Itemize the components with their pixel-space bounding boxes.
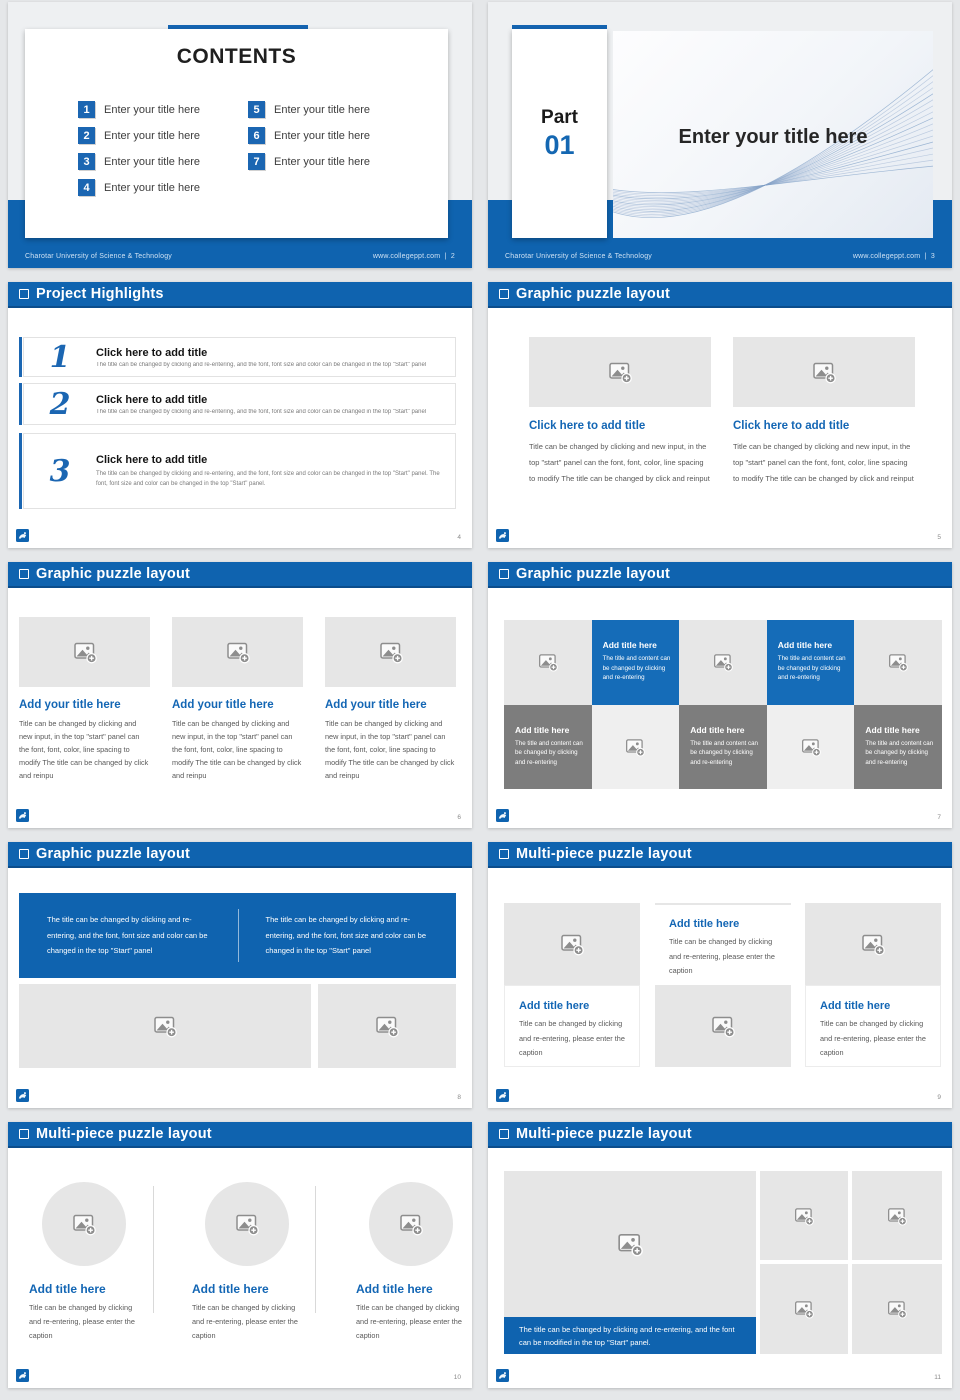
insert-picture-icon	[608, 360, 632, 384]
image-placeholder[interactable]	[854, 620, 942, 705]
insert-picture-icon	[73, 640, 97, 664]
tile-text-gray	[504, 705, 592, 790]
tile-text-gray	[679, 705, 767, 790]
insert-picture-icon	[711, 1014, 735, 1038]
column-body: Title can be changed by clicking and re-entering, please enter the caption	[29, 1303, 135, 1340]
image-placeholder[interactable]	[733, 337, 915, 407]
row-accent-bar	[19, 433, 22, 509]
page-number: 11	[934, 1374, 941, 1381]
tile-text-blue	[767, 620, 855, 705]
university-logo-icon	[496, 1089, 509, 1102]
slide-multi-piece-circles[interactable]	[8, 1122, 472, 1388]
content-column	[805, 903, 941, 1067]
slide-header-bar	[8, 842, 472, 868]
image-placeholder[interactable]	[369, 1182, 453, 1266]
cell-contents	[0, 0, 480, 280]
slide-graphic-puzzle-3[interactable]	[8, 562, 472, 828]
footer-site: www.collegeppt.com	[372, 253, 441, 260]
section-title-panel	[613, 31, 933, 238]
contents-title: CONTENTS	[176, 45, 297, 68]
column-body: Title can be changed by clicking and re-entering, please enter the caption	[669, 937, 775, 975]
image-placeholder[interactable]	[504, 903, 640, 985]
image-placeholder[interactable]	[529, 337, 711, 407]
square-bullet-icon	[499, 569, 509, 579]
slide-header-bar	[488, 562, 952, 588]
column-text	[655, 903, 791, 985]
slide-graphic-puzzle-banner[interactable]	[8, 842, 472, 1108]
content-card	[733, 337, 915, 487]
row-body: The title can be changed by clicking and re-entering, and the font, font size and color can be changed in the top "Start" panel	[96, 408, 427, 415]
card-body: Title can be changed by clicking and new input, in the top "start" panel can the font, font, color, line spacing to modify The title can be changed by click and reinpu	[325, 719, 455, 780]
row-text	[96, 394, 455, 415]
footer-organization: Charotar University of Science & Technology	[505, 253, 652, 260]
toc-item[interactable]	[248, 153, 370, 170]
banner-panel	[19, 893, 238, 978]
image-placeholder[interactable]	[852, 1171, 942, 1260]
toc-number-chip: 4	[78, 179, 95, 196]
card-body: Title can be changed by clicking and new input, in the top "start" panel can the font, font, color, line spacing to modify The title can be changed by click and reinpu	[19, 719, 149, 780]
insert-picture-icon	[235, 1212, 259, 1236]
slide-project-highlights[interactable]	[8, 282, 472, 548]
image-placeholder[interactable]	[679, 620, 767, 705]
card-body: Title can be changed by clicking and new input, in the top "start" panel can the font, font, color, line spacing to modify The title can be changed by click and reinput	[733, 442, 914, 483]
cell-graphic-puzzle-3	[0, 560, 480, 840]
toc-label: Enter your title here	[104, 103, 200, 116]
page-number: 5	[937, 534, 941, 541]
highlight-row	[19, 433, 456, 509]
university-logo-icon	[16, 1089, 29, 1102]
university-logo-icon	[16, 529, 29, 542]
insert-picture-icon	[379, 640, 403, 664]
slide-title: Multi-piece puzzle layout	[516, 1126, 692, 1142]
slide-header-bar	[8, 1122, 472, 1148]
row-text	[96, 347, 455, 368]
slide-contents[interactable]	[8, 2, 472, 268]
square-bullet-icon	[499, 1129, 509, 1139]
caption-bar: The title can be changed by clicking and re-entering, and the font can be modified in the top "Start" panel.	[504, 1317, 756, 1354]
slide-graphic-puzzle-grid[interactable]	[488, 562, 952, 828]
tile-grid	[504, 620, 942, 789]
image-placeholder[interactable]	[172, 617, 303, 687]
tile-title: Add title here	[515, 724, 570, 735]
square-bullet-icon	[19, 569, 29, 579]
insert-picture-icon	[801, 737, 821, 757]
column-body: Title can be changed by clicking and re-entering, please enter the caption	[356, 1303, 462, 1340]
insert-picture-icon	[713, 652, 733, 672]
banner-panel	[238, 893, 457, 978]
toc-number-chip: 3	[78, 153, 95, 170]
footer-site-page	[853, 253, 935, 260]
column-title: Add title here	[356, 1282, 433, 1296]
toc-item[interactable]	[78, 153, 200, 170]
content-card	[325, 617, 456, 782]
card-title: Click here to add title	[529, 420, 646, 432]
column-text	[504, 985, 640, 1067]
footer-site-page	[373, 253, 455, 260]
column-title: Add title here	[669, 918, 740, 930]
row-box	[23, 383, 456, 425]
slide-title: Graphic puzzle layout	[36, 846, 191, 862]
slide-title: Project Highlights	[36, 286, 164, 302]
toc-number-chip: 2	[78, 127, 95, 144]
image-placeholder[interactable]	[767, 705, 855, 790]
page-number: 4	[457, 534, 461, 541]
banner-text: The title can be changed by clicking and re-entering, and the font, font size and color can be changed in the top "Start" panel	[265, 915, 427, 956]
row-title: Click here to add title	[96, 393, 208, 406]
row-text	[96, 454, 455, 489]
insert-picture-icon	[538, 652, 558, 672]
column-title: Add title here	[29, 1282, 106, 1296]
column-divider	[315, 1186, 316, 1313]
square-bullet-icon	[499, 289, 509, 299]
column-title: Add title here	[519, 1000, 590, 1012]
page-number: 8	[457, 1094, 461, 1101]
cell-multi-piece-columns	[480, 840, 960, 1120]
slide-multi-piece-columns[interactable]	[488, 842, 952, 1108]
square-bullet-icon	[499, 849, 509, 859]
content-card	[529, 337, 711, 487]
toc-number-chip: 6	[248, 127, 265, 144]
toc-label: Enter your title here	[274, 155, 370, 168]
toc-item[interactable]	[248, 101, 370, 118]
university-logo-icon	[496, 809, 509, 822]
image-placeholder[interactable]	[19, 984, 311, 1068]
contents-card	[25, 29, 448, 238]
slide-title: Graphic puzzle layout	[516, 286, 671, 302]
insert-picture-icon	[887, 1299, 907, 1319]
university-logo-icon	[496, 529, 509, 542]
column-divider	[153, 1186, 154, 1313]
toc-number-chip: 7	[248, 153, 265, 170]
image-placeholder[interactable]	[318, 984, 456, 1068]
image-placeholder[interactable]	[655, 985, 791, 1067]
footer-page-number: 2	[450, 253, 455, 260]
row-box	[23, 337, 456, 377]
column-body: Title can be changed by clicking and re-entering, please enter the caption	[519, 1019, 625, 1057]
cell-part	[480, 0, 960, 280]
blue-banner	[19, 893, 456, 978]
insert-picture-icon	[794, 1206, 814, 1226]
insert-picture-icon	[399, 1212, 423, 1236]
part-number: 01	[544, 129, 575, 160]
insert-picture-icon	[888, 652, 908, 672]
image-placeholder[interactable]	[760, 1264, 848, 1354]
highlight-row	[19, 337, 456, 377]
image-placeholder[interactable]	[504, 620, 592, 705]
insert-picture-icon	[560, 932, 584, 956]
image-placeholder[interactable]	[504, 1171, 756, 1317]
insert-picture-icon	[861, 932, 885, 956]
tile-title: Add title here	[865, 724, 920, 735]
toc-label: Enter your title here	[104, 181, 200, 194]
slide-graphic-puzzle-2[interactable]	[488, 282, 952, 548]
column-text	[805, 985, 941, 1067]
image-placeholder[interactable]	[205, 1182, 289, 1266]
column-title: Add title here	[820, 1000, 891, 1012]
content-column	[182, 1182, 312, 1343]
footer-separator: |	[444, 253, 447, 260]
cell-multi-piece-circles	[0, 1120, 480, 1400]
cell-graphic-puzzle-2	[480, 280, 960, 560]
image-placeholder[interactable]	[805, 903, 941, 985]
cell-graphic-puzzle-banner	[0, 840, 480, 1120]
footer-separator: |	[924, 253, 927, 260]
insert-picture-icon	[226, 640, 250, 664]
content-column	[655, 903, 791, 1067]
tile-body: The title and content can be changed by clicking and re-entering	[602, 655, 671, 681]
tile-body: The title and content can be changed by clicking and re-entering	[690, 739, 758, 766]
toc-item[interactable]	[78, 179, 200, 196]
row-accent-bar	[19, 337, 22, 377]
cell-project-highlights	[0, 280, 480, 560]
slide-title: Graphic puzzle layout	[36, 566, 191, 582]
insert-picture-icon	[887, 1206, 907, 1226]
part-label: Part	[541, 106, 578, 128]
slide-title: Multi-piece puzzle layout	[516, 846, 692, 862]
column-body: Title can be changed by clicking and re-entering, please enter the caption	[192, 1303, 298, 1340]
highlight-row	[19, 383, 456, 425]
card-title: Add your title here	[19, 699, 121, 711]
insert-picture-icon	[794, 1299, 814, 1319]
row-title: Click here to add title	[96, 346, 208, 359]
square-bullet-icon	[19, 289, 29, 299]
row-box	[23, 433, 456, 509]
column-body: Title can be changed by clicking and re-entering, please enter the caption	[820, 1019, 926, 1057]
toc-item[interactable]	[248, 127, 370, 144]
image-placeholder[interactable]	[325, 617, 456, 687]
slide-header-bar	[488, 1122, 952, 1148]
slide-header-bar	[8, 562, 472, 588]
content-card	[172, 617, 303, 782]
insert-picture-icon	[812, 360, 836, 384]
toc-label: Enter your title here	[104, 155, 200, 168]
tile-title: Add title here	[690, 724, 745, 735]
toc-label: Enter your title here	[274, 129, 370, 142]
content-column	[504, 903, 640, 1067]
slide-header-bar	[8, 282, 472, 308]
row-title: Click here to add title	[96, 453, 208, 466]
toc-number-chip: 1	[78, 101, 95, 118]
slide-header-bar	[488, 282, 952, 308]
banner-divider	[238, 909, 239, 962]
tile-body: The title and content can be changed by clicking and re-entering	[865, 739, 934, 766]
part-card	[512, 29, 607, 238]
image-placeholder[interactable]	[852, 1264, 942, 1354]
tile-body: The title and content can be changed by clicking and re-entering	[515, 739, 583, 766]
slide-title: Multi-piece puzzle layout	[36, 1126, 212, 1142]
university-logo-icon	[16, 1369, 29, 1382]
insert-picture-icon	[153, 1014, 177, 1038]
square-bullet-icon	[19, 1129, 29, 1139]
content-card	[19, 617, 150, 782]
slide-title: Graphic puzzle layout	[516, 566, 671, 582]
toc-label: Enter your title here	[104, 129, 200, 142]
image-placeholder[interactable]	[760, 1171, 848, 1260]
image-placeholder[interactable]	[592, 705, 680, 790]
card-body: Title can be changed by clicking and new input, in the top "start" panel can the font, font, color, line spacing to modify The title can be changed by click and reinpu	[172, 719, 302, 780]
column-title: Add title here	[192, 1282, 269, 1296]
row-body: The title can be changed by clicking and re-entering, and the font, font size and color can be changed in the top "Start" panel	[96, 361, 427, 368]
image-placeholder[interactable]	[42, 1182, 126, 1266]
cell-multi-piece-bigimage	[480, 1120, 960, 1400]
row-number: 2	[49, 386, 71, 422]
toc-item[interactable]	[78, 127, 200, 144]
tile-body: The title and content can be changed by clicking and re-entering	[777, 655, 846, 681]
toc-number-chip: 5	[248, 101, 265, 118]
university-logo-icon	[496, 1369, 509, 1382]
row-accent-bar	[19, 383, 22, 425]
banner-text: The title can be changed by clicking and re-entering, and the font, font size and color can be changed in the top "Start" panel	[47, 915, 208, 956]
footer-organization: Charotar University of Science & Technology	[25, 253, 172, 260]
toc-label: Enter your title here	[274, 103, 370, 116]
footer-site: www.collegeppt.com	[852, 253, 921, 260]
card-title: Click here to add title	[733, 420, 850, 432]
insert-picture-icon	[617, 1231, 643, 1257]
row-number: 3	[49, 453, 71, 489]
cell-graphic-puzzle-grid	[480, 560, 960, 840]
image-placeholder[interactable]	[19, 617, 150, 687]
tile-title: Add title here	[777, 640, 833, 650]
slide-header-bar	[488, 842, 952, 868]
insert-picture-icon	[625, 737, 645, 757]
page-number: 6	[457, 814, 461, 821]
card-title: Add your title here	[325, 699, 427, 711]
content-column	[346, 1182, 472, 1343]
page-number: 9	[937, 1094, 941, 1101]
row-body: The title can be changed by clicking and re-entering, and the font, font size and color can be changed in the top "Start" panel. The font, font size and color can be changed in the top "Start" panel.	[96, 470, 440, 487]
insert-picture-icon	[72, 1212, 96, 1236]
footer-page-number: 3	[930, 253, 935, 260]
tile-text-gray	[854, 705, 942, 790]
section-title: Enter your title here	[678, 126, 868, 148]
insert-picture-icon	[375, 1014, 399, 1038]
card-title: Add your title here	[172, 699, 274, 711]
university-logo-icon	[16, 809, 29, 822]
content-column	[19, 1182, 149, 1343]
toc-item[interactable]	[78, 101, 200, 118]
slide-multi-piece-bigimage[interactable]	[488, 1122, 952, 1388]
square-bullet-icon	[19, 849, 29, 859]
page-number: 10	[453, 1374, 461, 1381]
tile-title: Add title here	[602, 640, 657, 650]
card-body: Title can be changed by clicking and new input, in the top "start" panel can the font, font, color, line spacing to modify The title can be changed by click and reinput	[529, 442, 710, 483]
tile-text-blue	[592, 620, 680, 705]
slide-part-01[interactable]	[488, 2, 952, 268]
page-number: 7	[937, 814, 941, 821]
row-number: 1	[49, 339, 71, 375]
